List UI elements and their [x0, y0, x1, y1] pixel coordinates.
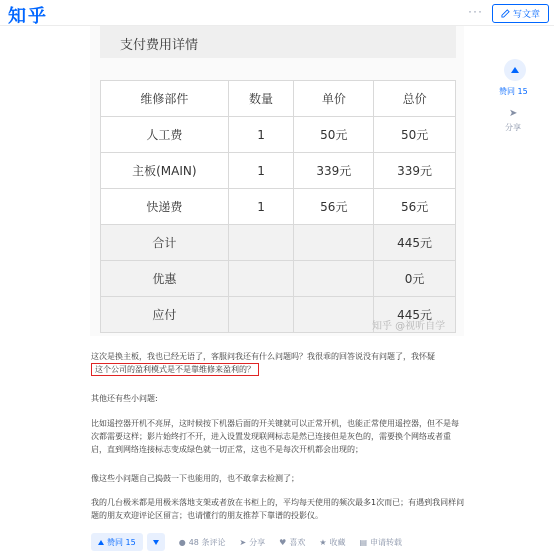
apply-reprint-label: 申请转载 [370, 537, 403, 547]
table-cell: 1 [228, 189, 294, 225]
table-cell: 人工费 [101, 117, 229, 153]
table-cell: 445元 [374, 297, 456, 333]
table-cell: 56元 [294, 189, 374, 225]
table-header-cell: 总价 [374, 81, 456, 117]
table-cell [294, 225, 374, 261]
vote-down-button[interactable] [147, 533, 165, 551]
table-header-cell: 单价 [294, 81, 374, 117]
table-header-row [101, 81, 456, 117]
table-cell [228, 261, 294, 297]
edit-icon [501, 9, 510, 18]
table-cell: 主板(MAIN) [101, 153, 229, 189]
vote-up-button[interactable] [91, 533, 143, 551]
side-share-label[interactable]: 分享 [505, 123, 521, 132]
article-paragraph [91, 350, 465, 376]
table-cell [228, 225, 294, 261]
comment-icon: ● [178, 537, 186, 547]
table-cell: 50元 [374, 117, 456, 153]
table-cell: 快递费 [101, 189, 229, 225]
more-options-icon[interactable]: ··· [468, 4, 483, 18]
article-paragraph: 像这些小问题自己捣鼓一下也能用的，也不敢拿去检测了； [91, 474, 299, 483]
top-header [0, 0, 554, 26]
share-icon[interactable]: ➤ [509, 108, 518, 119]
vote-up-label: 赞同 15 [107, 537, 136, 547]
heart-icon: ♥ [279, 537, 287, 547]
article-image [90, 26, 464, 336]
table-title: 支付费用详情 [120, 38, 199, 53]
table-cell [294, 297, 374, 333]
write-article-button[interactable] [492, 4, 549, 23]
article-paragraph: 我的几台极米都是用极米落地支架或者放在书柜上的，平均每天使用的频次最多1次而已；有遇到我同样问题的朋友欢迎评论区留言；也请懂行的朋友推荐下靠谱的投影仪。 [91, 498, 465, 520]
table-cell [294, 261, 374, 297]
vote-up-arrow-icon [511, 67, 519, 73]
table-header-cell: 维修部件 [101, 81, 229, 117]
table-cell: 应付 [101, 297, 229, 333]
table-cell: 1 [228, 117, 294, 153]
like-button[interactable] [279, 537, 305, 548]
comments-button[interactable] [179, 537, 226, 548]
table-row [101, 153, 456, 189]
share-icon: ➤ [239, 537, 247, 547]
table-row [101, 189, 456, 225]
favorite-button[interactable] [319, 537, 345, 548]
table-cell: 445元 [374, 225, 456, 261]
fee-table [100, 80, 456, 333]
zhihu-logo[interactable]: 知乎 [8, 6, 48, 27]
table-cell [228, 297, 294, 333]
side-vote-button[interactable] [504, 59, 526, 81]
write-article-label: 写文章 [512, 9, 540, 19]
highlighted-text: 这个公司的盈利模式是不是靠维修来盈利的？ [91, 363, 259, 376]
paragraph-line: 这次是换主板，我也已经无语了，客服问我还有什么问题吗？我很乖的回答说没有问题了，我怀疑 [91, 352, 435, 361]
table-row [101, 117, 456, 153]
vote-up-icon [98, 540, 104, 545]
like-label: 喜欢 [289, 537, 306, 547]
table-row [101, 225, 456, 261]
document-icon: ▤ [359, 537, 368, 547]
article-paragraph: 其他还有些小问题: [91, 394, 158, 403]
image-watermark: 知乎 @视听自学 [372, 321, 446, 332]
table-row [101, 261, 456, 297]
share-button[interactable] [239, 537, 265, 548]
comments-label: 48 条评论 [188, 537, 226, 547]
table-header-cell: 数量 [228, 81, 294, 117]
share-label: 分享 [249, 537, 266, 547]
article-paragraph: 比如遥控器开机不亮屏，这时候按下机器后面的开关键就可以正常开机，也能正常使用遥控器，但不是每次都需要这样；影片始终打不开，进入设置发现联网标志是然已连接但是灰色的，需要换个网络或者重启，直到网络连接标志变成绿色就一切正常，这也不是每次开机都会出现的； [91, 419, 459, 454]
star-icon: ★ [319, 537, 327, 547]
side-vote-label[interactable]: 赞同 15 [499, 87, 528, 96]
table-cell: 优惠 [101, 261, 229, 297]
article-action-bar [91, 533, 402, 551]
table-cell: 0元 [374, 261, 456, 297]
table-cell: 50元 [294, 117, 374, 153]
table-cell: 合计 [101, 225, 229, 261]
table-cell: 56元 [374, 189, 456, 225]
table-title-bar [100, 26, 456, 58]
apply-reprint-button[interactable] [360, 537, 403, 548]
table-cell: 339元 [374, 153, 456, 189]
table-cell: 1 [228, 153, 294, 189]
favorite-label: 收藏 [329, 537, 346, 547]
table-cell: 339元 [294, 153, 374, 189]
vote-down-icon [153, 540, 159, 545]
